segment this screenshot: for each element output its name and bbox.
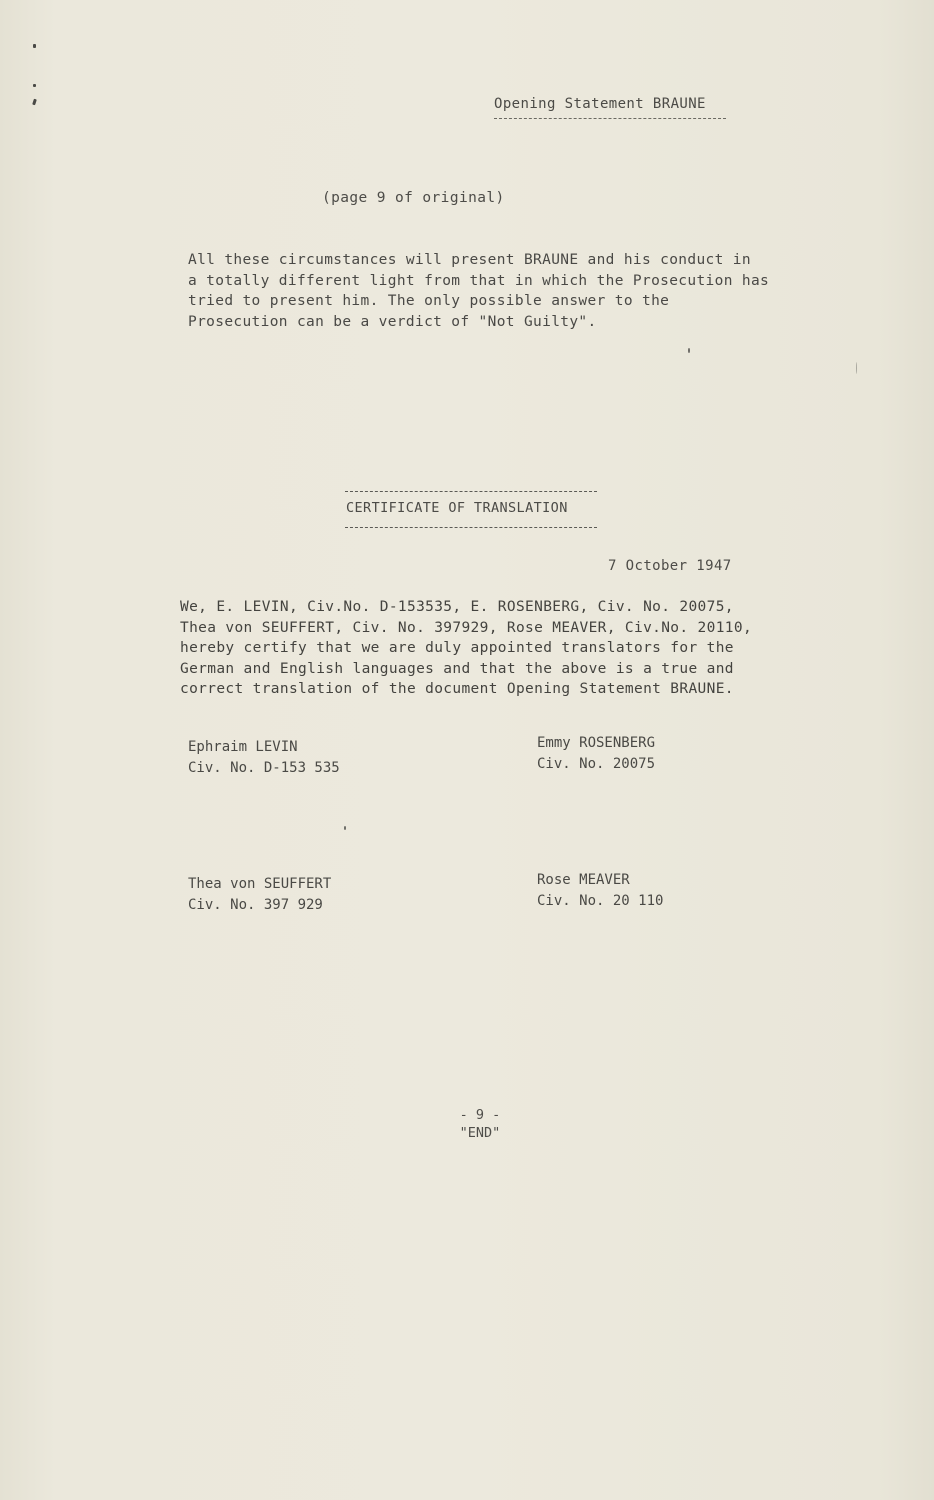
signatory-name: Rose MEAVER xyxy=(537,872,630,888)
header-title: Opening Statement BRAUNE xyxy=(494,96,706,112)
certificate-rule-bottom xyxy=(345,527,597,528)
signatory-civ-number: Civ. No. D-153 535 xyxy=(188,760,340,776)
certificate-body xyxy=(180,597,752,700)
paragraph-line: Prosecution can be a verdict of "Not Guilty". xyxy=(188,313,597,330)
header-underline xyxy=(494,118,726,119)
margin-mark xyxy=(33,44,36,48)
certificate-title: CERTIFICATE OF TRANSLATION xyxy=(346,500,568,516)
signatory-seuffert xyxy=(188,874,331,916)
signatory-name: Emmy ROSENBERG xyxy=(537,735,656,751)
margin-mark xyxy=(33,84,36,87)
certificate-line: German and English languages and that the above is a true and xyxy=(180,660,734,677)
signatory-levin xyxy=(188,737,340,779)
paragraph-line: tried to present him. The only possible answer to the xyxy=(188,293,670,309)
signatory-civ-number: Civ. No. 20 110 xyxy=(537,893,664,909)
signatory-civ-number: Civ. No. 397 929 xyxy=(188,897,323,913)
signatory-name: Thea von SEUFFERT xyxy=(188,876,332,892)
certificate-rule-top xyxy=(345,491,597,492)
paper-speck xyxy=(856,362,857,374)
certificate-date: 7 October 1947 xyxy=(608,558,732,574)
certificate-line: Thea von SEUFFERT, Civ. No. 397929, Rose MEAVER, Civ.No. 20110, xyxy=(180,619,753,636)
paragraph-line: All these circumstances will present BRAUNE and his conduct in xyxy=(188,252,751,268)
certificate-line: We, E. LEVIN, Civ.No. D-153535, E. ROSENBERG, Civ. No. 20075, xyxy=(180,599,734,615)
signatory-rosenberg xyxy=(537,733,655,775)
page-reference: (page 9 of original) xyxy=(322,190,505,206)
signatory-meaver xyxy=(537,870,663,912)
paper-speck xyxy=(688,348,690,353)
page-footer xyxy=(440,1106,520,1142)
closing-paragraph xyxy=(188,250,769,332)
paper-speck xyxy=(344,826,346,830)
page-number: - 9 - xyxy=(459,1107,501,1123)
margin-mark xyxy=(32,99,37,106)
paragraph-line: a totally different light from that in which the Prosecution has xyxy=(188,272,770,289)
signatory-name: Ephraim LEVIN xyxy=(188,739,298,755)
certificate-line: correct translation of the document Opening Statement BRAUNE. xyxy=(180,681,734,697)
end-mark: "END" xyxy=(459,1125,501,1141)
signatory-civ-number: Civ. No. 20075 xyxy=(537,756,656,772)
certificate-line: hereby certify that we are duly appointed translators for the xyxy=(180,640,734,656)
